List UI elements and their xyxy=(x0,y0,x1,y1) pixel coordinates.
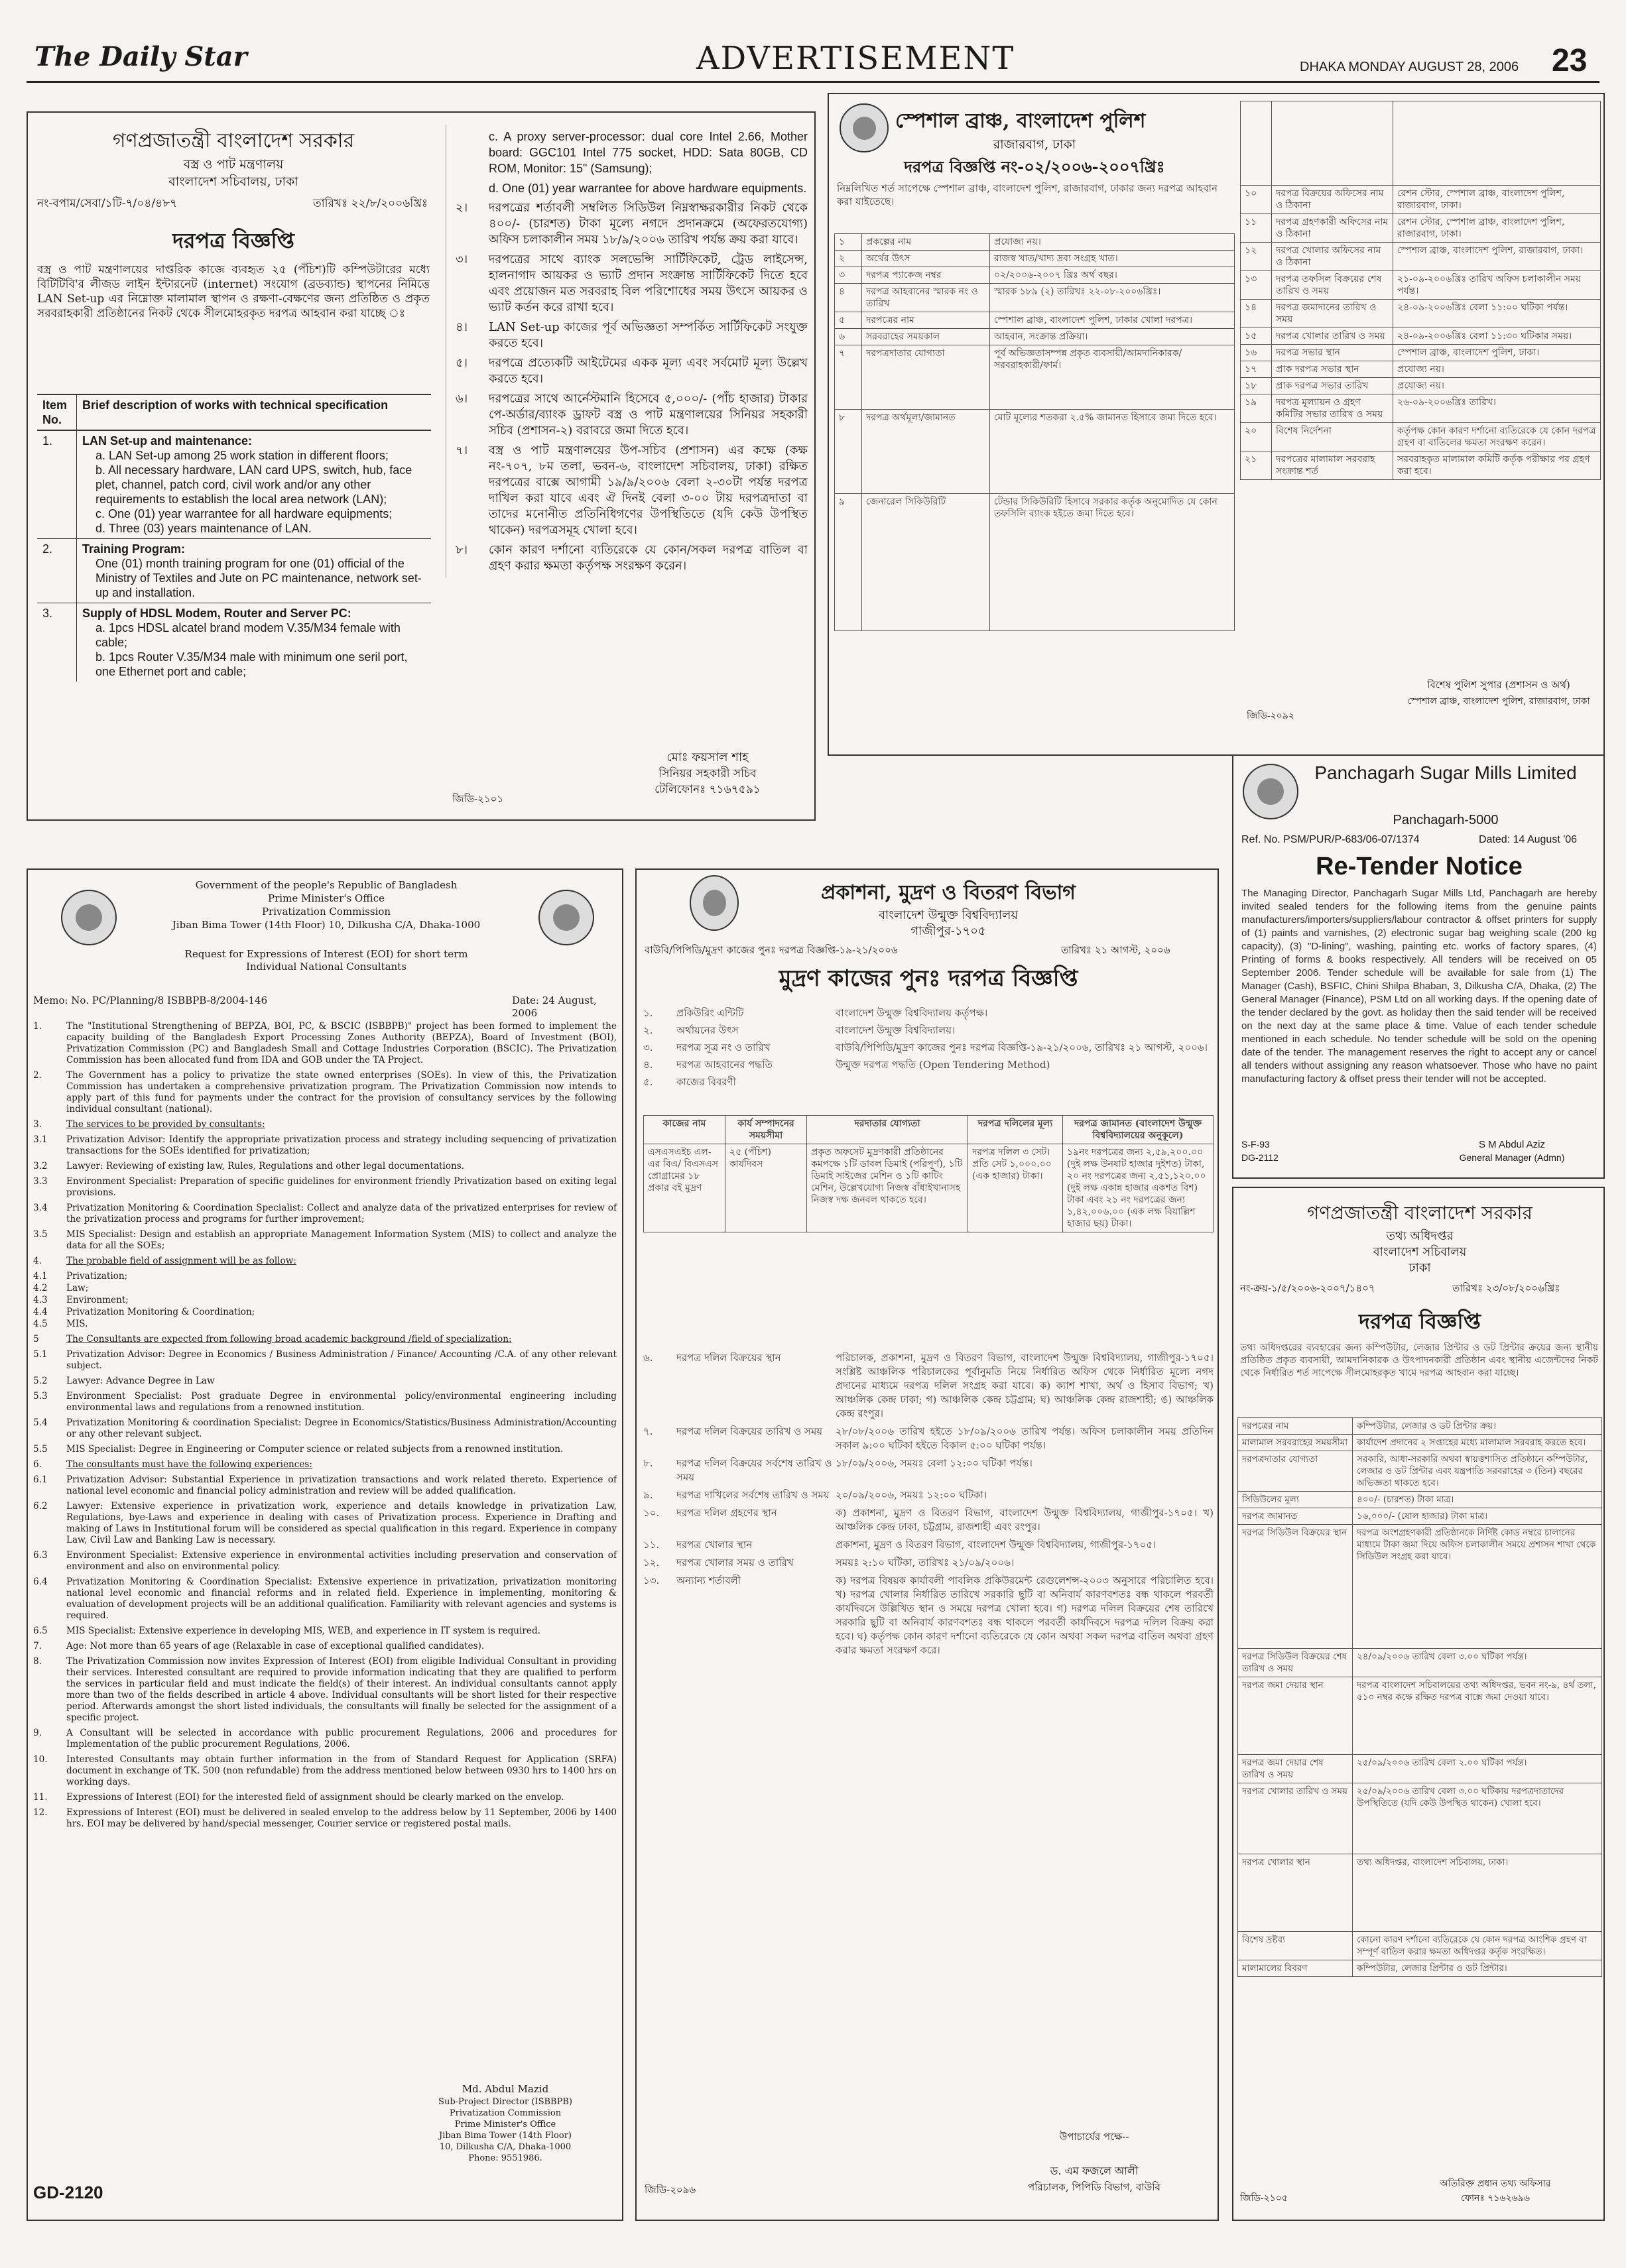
memo-number: নং-বপাম/সেবা/১টি-৭/০৪/৪৮৭ xyxy=(37,197,178,210)
spec-title: LAN Set-up and maintenance: xyxy=(82,434,253,448)
eoi-para: 3.1 Privatization Advisor: Identify the appropriate privatization process and strategy including sequencing of privatization transactions for the SOEs identified for privatization; xyxy=(33,1134,617,1156)
ad-city: ঢাকা xyxy=(1408,1261,1431,1275)
commission-name: Privatization Commission xyxy=(261,906,391,918)
signer-title: বিশেষ পুলিশ সুপার (প্রশাসন ও অর্থ) xyxy=(1427,679,1570,691)
eoi-para: 4.1 Privatization; xyxy=(33,1271,128,1282)
table-row: বিশেষ দ্রষ্টব্য কোনো কারণ দর্শানো ব্যতিরেকে যে কোন দরপত্র আংশিক গ্রহণ বা সম্পূর্ণ বাতিল করার ক্ষমতা অধিদপ্তর কর্তৃক সংরক্ষিত। xyxy=(1238,1932,1602,1960)
signer: মোঃ ফয়সাল শাহ xyxy=(666,750,749,764)
table-row: ৬ সরবরাহের সময়কাল আহবান, সংক্রান্ত প্রক্রিয়া। xyxy=(835,329,1235,345)
eoi-para: 3.2 Lawyer: Reviewing of existing law, Rules, Regulations and other legal documentations. xyxy=(33,1161,465,1171)
spec-line: a. 1pcs HDSL alcatel brand modem V.35/M34 female with cable; xyxy=(95,621,401,649)
university-name: বাংলাদেশ উন্মুক্ত বিশ্ববিদ্যালয় xyxy=(878,908,1019,922)
memo-number: Memo: No. PC/Planning/8 ISBBPB-8/2004-146 xyxy=(33,994,268,1006)
table-row: দরপত্রের নাম কম্পিউটার, লেজার ও ডট প্রিন্টার ক্রয়। xyxy=(1238,1418,1602,1435)
sugar-mill-logo-icon xyxy=(1243,764,1298,819)
eoi-para: 6.2 Lawyer: Extensive experience in privatization work, experience and details knowledge in privatization Law, Regulations, bye-Laws and experience in dealing with cases of Privatization process. Experience in Drafting and making of Laws in Institutional forum will be considered as special qualification in this regard. Experience in company Law, Civil Law and Banking Law is necessary. xyxy=(33,1501,617,1545)
table-row: ২ অর্থের উৎস রাজস্ব খাত/খাদ্য দ্রব্য সংগ্রহ খাত। xyxy=(835,251,1235,267)
commission-address: Jiban Bima Tower (14th Floor) 10, Dilkusha C/A, Dhaka-1000 xyxy=(172,919,481,931)
signer: S M Abdul Aziz xyxy=(1478,1139,1546,1150)
right-item: কোন কারণ দর্শানো ব্যতিরেকে যে কোন/সকল দরপত্র বাতিল বা গ্রহণ করার ক্ষমতা কর্তৃপক্ষ সংরক্ষণ করেন। xyxy=(489,543,808,573)
signer-sub: স্পেশাল ব্রাঞ্চ, বাংলাদেশ পুলিশ, রাজারবাগ, ঢাকা xyxy=(1407,696,1590,707)
spec-line: One (01) month training program for one (01) official of the Ministry of Textiles and Jute on PC maintenance, network set-up and installation. xyxy=(95,557,422,599)
table-row: ১১ দরপত্র গ্রহণকারী অফিসের নাম ও ঠিকানা রেশন স্টোর, স্পেশাল ব্রাঞ্চ, বাংলাদেশ পুলিশ, রাজারবাগ, ঢাকা। xyxy=(1241,214,1601,243)
gov-name: Government of the people's Republic of Bangladesh xyxy=(195,879,458,891)
term-row: ১৩. অন্যান্য শর্তাবলী ক) দরপত্র বিষয়ক কার্যাবলী পাবলিক প্রকিউরমেন্ট রেগুলেশন্স-২০০৩ অনুসারে পরিচালিত হবে। খ) দরপত্র খোলার নির্ধারিত তারিখে সরকারি ছুটি বা অনিবার্য কারণবশতঃ বন্ধ থাকলে পরবর্তী কার্যদিবসে উল্লিখিত স্থান ও সময়ে দরপত্র খোলা হবে। গ) দরপত্র দলিল বিক্রয়ের শেষ তারিখে সরকারি ছুটি বা অনিবার্য কারণবশতঃ বন্ধ থাকলে পরবর্তী কার্যদিবসে দরপত্র দলিল বিক্রয় করা হবে। ঘ) কর্তৃপক্ষ কোন কারণ দর্শানো ব্যতিরেকে যে কোন অথবা সকল দরপত্র বাতিল অথবা গ্রহণ করার ক্ষমতা সংরক্ষণ করে। xyxy=(643,1575,1214,1656)
term-row: ৯. দরপত্র দাখিলের সর্বশেষ তারিখ ও সময় ২০/০৯/২০০৬, সময়ঃ ১২:০০ ঘটিকা। xyxy=(643,1489,987,1501)
eoi-para: 4.4 Privatization Monitoring & Coordination; xyxy=(33,1307,255,1317)
notice-intro: তথ্য অধিদপ্তরের ব্যবহারের জন্য কম্পিউটার, লেজার প্রিন্টার ও ডট প্রিন্টার ক্রয়ের জন্য স্থানীয় প্রতিষ্ঠিত প্রকৃত ব্যবসায়ী, আমদানিকারক ও উৎপাদনকারী প্রতিষ্ঠান এবং স্থানীয় এজেন্টদের নিকট থেকে নির্ধারিত শর্ত সাপেক্ষে সীলমোহরকৃত খামে দরপত্র আহবান করা যাচ্ছে। xyxy=(1240,1343,1598,1378)
spec-head-no: Item No. xyxy=(37,395,77,430)
spec-table xyxy=(37,394,431,682)
bangladesh-emblem-icon xyxy=(61,890,117,945)
ad-publication xyxy=(635,868,1219,2221)
signer-title: পরিচালক, পিপিডি বিভাগ, বাউবি xyxy=(1028,2181,1160,2193)
ad-address: রাজারবাগ, ঢাকা xyxy=(993,137,1076,152)
memo-date: Date: 24 August, 2006 xyxy=(512,994,597,1019)
eoi-para: 4. The probable field of assignment will be as follow: xyxy=(33,1256,296,1266)
spec-head-desc: Brief description of works with technical specification xyxy=(82,398,389,412)
eoi-para: 5.3 Environment Specialist: Post graduate Degree in environmental policy/environmental engineering including environmental laws and regulations from a renowned institution. xyxy=(33,1391,617,1413)
memo-date: তারিখঃ ২৩/০৮/২০০৬খ্রিঃ xyxy=(1452,1282,1560,1294)
table-row: ৪ দরপত্র আহবানের স্মারক নং ও তারিখ স্মারক ১৮৯ (২) তারিখঃ ২২-০৮-২০০৬খ্রিঃ। xyxy=(835,284,1235,312)
info-table xyxy=(1237,1417,1602,1977)
ad-sugar xyxy=(1232,754,1605,1179)
table-row: ১৪ দরপত্র জমাদানের তারিখ ও সময় ২৪-০৯-২০০৬খ্রিঃ বেলা ১১:০০ ঘটিকা পর্যন্ত। xyxy=(1241,300,1601,328)
memo-number: বাউবি/পিপিডি/মুদ্রণ কাজের পুনঃ দরপত্র বিজ্ঞপ্তি-১৯-২১/২০০৬ xyxy=(645,944,898,956)
table-row: দরপত্র খোলার স্থান তথ্য অধিদপ্তর, বাংলাদেশ সচিবালয়, ঢাকা। xyxy=(1238,1854,1602,1932)
table-row: ১৩ দরপত্র তফসিল বিক্রয়ের শেষ তারিখ ও সময় ২১-০৯-২০০৬খ্রিঃ তারিখ অফিস চলাকালীন সময় পর্যন্ত। xyxy=(1241,271,1601,300)
table-row xyxy=(1241,101,1601,186)
table-row: ১০ দরপত্র বিক্রয়ের অফিসের নাম ও ঠিকানা রেশন স্টোর, স্পেশাল ব্রাঞ্চ, বাংলাদেশ পুলিশ, রাজারবাগ, ঢাকা। xyxy=(1241,186,1601,214)
signer: Md. Abdul Mazid xyxy=(462,2083,549,2095)
notice-intro: বস্ত্র ও পাট মন্ত্রণালয়ের দাপ্তরিক কাজে ব্যবহৃত ২৫ (পঁচিশ)টি কম্পিউটারের মধ্যে বিটিটিবি'র লীজড লাইন ইন্টারনেট (internet) সংযোগ (ব্রডব্যান্ড) স্থাপনের নিমিত্তে LAN Set-up এর নিম্নোক্ত মালামাল স্থাপন ও রক্ষণা-বেক্ষণের জন্য প্রতিষ্ঠিত ও প্রকৃত সরবরাহকারী প্রতিষ্ঠানের নিকট থেকে সীলমোহরকৃত দরপত্র আহবান করা যাচ্ছে ঃ xyxy=(37,263,430,320)
work-table xyxy=(643,1115,1214,1232)
signer: ড. এম ফজলে আলী xyxy=(1050,2165,1139,2177)
ad-privatization xyxy=(27,868,623,2221)
police-table-right xyxy=(1240,101,1601,480)
eoi-para: 5 The Consultants are expected from following broad academic background /field of specialization: xyxy=(33,1334,512,1344)
signer-title: সিনিয়র সহকারী সচিব xyxy=(658,767,757,780)
ad-code: GD-2120 xyxy=(33,2182,103,2202)
table-row: ১৯ দরপত্র মূল্যায়ন ও গ্রহণ কমিটির সভার তারিখ ও সময় ২৬-০৯-২০০৬খ্রিঃ তারিখ। xyxy=(1241,394,1601,423)
term-row: ৮. দরপত্র দলিল বিক্রয়ের সর্বশেষ তারিখ ও সময় ১৮/০৯/২০০৬, সময়ঃ বেলা ১২:০০ ঘটিকা পর্যন্ত। xyxy=(643,1457,1032,1483)
eoi-para: 3.5 MIS Specialist: Design and establish an appropriate Management Information System (MIS) to collect and analyze the data for all the SOEs; xyxy=(33,1229,617,1251)
ad-dept: তথ্য অধিদপ্তর xyxy=(1386,1229,1454,1243)
ad-address: বাংলাদেশ সচিবালয়, ঢাকা xyxy=(168,174,298,189)
eoi-para: 6.4 Privatization Monitoring & Coordination Specialist: Extensive experience in privatization, privatization monitoring national level economic and financial reforms and in related field. Experience in implementing, monitoring & evaluation of development projects will be an additional qualification. Familiarity with relevant agencies and systems is required. xyxy=(33,1577,617,1621)
spec-row xyxy=(37,431,431,539)
table-row: ৮ দরপত্র অর্থমূল্য/জামানত মোট মূল্যের শতকরা ২.৫% জামানত হিসাবে জমা দিতে হবে। xyxy=(835,410,1235,494)
table-row: ৩ দরপত্র প্যাকেজ নম্বর ০২/২০০৬-২০০৭ খ্রিঃ অর্থ বছর। xyxy=(835,267,1235,284)
eoi-para: 5.1 Privatization Advisor: Degree in Economics / Business Administration / Finance/ Accounting /C.A. of any other relevant subject. xyxy=(33,1349,617,1371)
spec-line: c. One (01) year warrantee for all hardware equipments; xyxy=(95,507,393,520)
ad-textiles-right: c. A proxy server-processor: dual core Intel 2.66, Mother board: GGC101 Intel 775 socket, HDD: Sata 80GB, CD ROM, Monitor: 15" (Samsung); d. One (01) year warrantee for above hardware equipments. ২। দরপত্রের শর্তাবলী সম্বলিত সিডিউল নিম্নস্বাক্ষরকারীর নিকট থেকে ৪০০/- (চারশত) টাকা মূল্যে নগদে প্রদানক্রমে (অফেরতযোগ্য) অফিস চলাকালীন সময় ১৮/৯/২০০৬ তারিখ পর্যন্ত ক্রয় করা যাবে। ৩। দরপত্রের সাথে ব্যাংক সলভেন্সি সার্টিফিকেট, ট্রেড লাইসেন্স, হালনাগাদ আয়কর ও ভ্যাট প্রদান সংক্রান্ত সার্টিফিকেট দিতে হবে এবং প্রয়োজন মত সরবরাহ বিল পরিশোধের সময় উৎসে আয়কর ও ভ্যাট কর্তন করে রাখা হবে। ৪। LAN Set-up কাজের পূর্ব অভিজ্ঞতা সম্পর্কিত সার্টিফিকেট সংযুক্ত করতে হবে। ৫। দরপত্রে প্রত্যেকটি আইটেমের একক মূল্য এবং সর্বমোট মূল্য উল্লেখ করতে হবে। ৬। দরপত্রের সাথে আর্নেস্টমানি হিসেবে ৫,০০০/- (পাঁচ হাজার) টাকার পে-অর্ডার/ব্যাংক ড্রাফট বস্ত্র ও পাট মন্ত্রণালয়ের সিনিয়র সহকারী সচিব (প্রশাসন-২) বরাবরে জমা দিতে হবে। ৭। বস্ত্র ও পাট মন্ত্রণালয়ের উপ-সচিব (প্রশাসন) এর কক্ষে (কক্ষ নং-৭০৭, ৮ম তলা, ভবন-৬, বাংলাদেশ সচিবালয়, ঢাকা) রক্ষিত দরপত্রের বাক্সে আগামী ১৯/৯/২০০৬ বেলা ২-৩০টা পর্যন্ত দরপত্র দাখিল করা যাবে এবং ঐ দিনই বেলা ৩-০০ টায় দরপত্রদাতা বা তাদের মনোনীত প্রতিনিধিগণের উপস্থিতিতে (যদি কেউ উপস্থিত থাকেন) দরপত্রসমূহ খোলা হবে। ৮। কোন কারণ দর্শানো ব্যতিরেকে যে কোন/সকল দরপত্র বাতিল বা গ্রহণ করার ক্ষমতা কর্তৃপক্ষ সংরক্ষণ করেন। xyxy=(446,125,808,578)
ad-code: জিডি-২১০৫ xyxy=(1240,2193,1288,2204)
publication-terms xyxy=(643,1347,1214,1661)
table-row: ২১ দরপত্রের মালামাল সরবরাহ সংক্রান্ত শর্ত সরবরাহকৃত মালামাল কমিটি কর্তৃক পরীক্ষার পর গ্রহণ করা হবে। xyxy=(1241,451,1601,480)
ad-address: বাংলাদেশ সচিবালয় xyxy=(1373,1245,1467,1259)
ad-textiles xyxy=(27,111,816,821)
spec-no: 3. xyxy=(37,603,77,682)
right-item: দরপত্রের শর্তাবলী সম্বলিত সিডিউল নিম্নস্বাক্ষরকারীর নিকট থেকে ৪০০/- (চারশত) টাকা মূল্যে নগদে প্রদানক্রমে (অফেরতযোগ্য) অফিস চলাকালীন সময় ১৮/৯/২০০৬ তারিখ পর্যন্ত ক্রয় করা যাবে। xyxy=(489,201,808,247)
ad-code: জিডি-২১০১ xyxy=(452,793,504,805)
spec-title: Training Program: xyxy=(82,542,186,556)
term-row: ৭. দরপত্র দলিল বিক্রয়ের তারিখ ও সময় ২৮/০৮/২০০৬ তারিখ হইতে ১৮/০৯/২০০৬ তারিখ পর্যন্ত। অফিস চলাকালীন সময় প্রতিদিন সকাল ৯:০০ ঘটিকা হইতে বিকাল ৫:০০ ঘটিকা পর্যন্ত। xyxy=(643,1425,1214,1451)
notice-title: Re-Tender Notice xyxy=(1316,853,1523,880)
eoi-para: 6.3 Environment Specialist: Extensive experience in environmental activities including preservation and conservation of environment and also on environmental policy. xyxy=(33,1550,617,1572)
company-address: Panchagarh-5000 xyxy=(1393,813,1499,827)
eoi-para: 3. The services to be provided by consultants: xyxy=(33,1119,265,1130)
spec-line: a. LAN Set-up among 25 work station in different floors; xyxy=(95,449,389,462)
ad-title: স্পেশাল ব্রাঞ্চ, বাংলাদেশ পুলিশ xyxy=(895,109,1146,133)
right-item: দরপত্রের সাথে আর্নেস্টমানি হিসেবে ৫,০০০/- (পাঁচ হাজার) টাকার পে-অর্ডার/ব্যাংক ড্রাফট বস্ত্র ও পাট মন্ত্রণালয়ের সিনিয়র সহকারী সচিব (প্রশাসন-২) বরাবরে জমা দিতে হবে। xyxy=(489,392,808,438)
table-row: ২০ বিশেষ নির্দেশনা কর্তৃপক্ষ কোন কারণ দর্শানো ব্যতিরেকে যে কোন দরপত্র গ্রহণ বা বাতিলের ক্ষমতা সংরক্ষণ করেন। xyxy=(1241,423,1601,451)
spec-line: b. All necessary hardware, LAN card UPS, switch, hub, face plet, channel, patch cord, civil work and/or any other requirements to establish the local area network (LAN); xyxy=(95,463,412,506)
ad-code: জিডি-২০৯২ xyxy=(1247,711,1294,721)
spec-row xyxy=(37,603,431,682)
table-header: কাজের নাম কার্য সম্পাদনের সময়সীমা দরদাতার যোগ্যতা দরপত্র দলিলের মূল্য দরপত্র জামানত (বাংলাদেশ উন্মুক্ত বিশ্ববিদ্যালয়ের অনুকূলে) xyxy=(644,1116,1214,1144)
memo-date: তারিখঃ ২২/৮/২০০৬খ্রিঃ xyxy=(313,197,428,210)
dateline: DHAKA MONDAY AUGUST 28, 2006 xyxy=(1300,60,1519,74)
table-row: দরপত্র সিডিউল বিক্রয়ের শেষ তারিখ ও সময় ২৪/০৯/২০০৬ তারিখ বেলা ৩.০০ ঘটিকা পর্যন্ত। xyxy=(1238,1649,1602,1677)
eoi-para: 3.3 Environment Specialist: Preparation of specific guidelines for environment friendly Privatization based on exiting legal provisions. xyxy=(33,1176,617,1198)
eoi-para: 1. The "Institutional Strengthening of BEPZA, BOI, PC, & BSCIC (ISBBPB)" project has been formed to implement the capacity building of the Bangladesh Export Processing Zones Authority (BEPZA), Board of Investment (BOI), Privatization Commission (PC) and Bangladesh Small and Cottage Industries Corporation (BSCIC). The Privatization Commission has been allocated fund from IDA and GOB under the TA Project. xyxy=(33,1021,617,1065)
signer-title: General Manager (Admn) xyxy=(1459,1152,1565,1163)
eoi-para: 3.4 Privatization Monitoring & Coordination Specialist: Collect and analyze data of the privatized enterprises for review of the privatization process and programs for further improvement; xyxy=(33,1203,617,1224)
eoi-para: 7. Age: Not more than 65 years of age (Relaxable in case of exceptional qualified candidates). xyxy=(33,1641,485,1651)
signer-details: Sub-Project Director (ISBBPB) Privatization Commission Prime Minister's Office Jiban Bima Tower (14th Floor) 10, Dilkusha C/A, Dhaka-1000 Phone: 9551986. xyxy=(438,2097,572,2163)
eoi-para: 10. Interested Consultants may obtain further information in the from of Standard Request for Application (SRFA) document in exchange of TK. 500 (non refundable) from the address mentioned below between 0930 hrs to 1400 hrs on working days. xyxy=(33,1754,617,1787)
eoi-para: 2. The Government has a policy to privatize the state owned enterprises (SOEs). In view of this, the Privatization Commission has undertaken a comprehensive privatization program. The Privatization Commission now intends to apply part of this fund for payments under the contract for the provision of consultancy services by the following individual consultant (national). xyxy=(33,1070,617,1114)
right-item: বস্ত্র ও পাট মন্ত্রণালয়ের উপ-সচিব (প্রশাসন) এর কক্ষে (কক্ষ নং-৭০৭, ৮ম তলা, ভবন-৬, বাংলাদেশ সচিবালয়, ঢাকা) রক্ষিত দরপত্রের বাক্সে আগামী ১৯/৯/২০০৬ বেলা ২-৩০টা পর্যন্ত দরপত্র দাখিল করা যাবে এবং ঐ দিনই বেলা ৩-০০ টায় দরপত্রদাতা বা তাদের মনোনীত প্রতিনিধিগণের উপস্থিতিতে (যদি কেউ উপস্থিত থাকেন) দরপত্রসমূহ খোলা হবে। xyxy=(489,444,808,537)
spec-row xyxy=(37,539,431,603)
table-row: ১ প্রকল্পের নাম প্রযোজ্য নয়। xyxy=(835,234,1235,251)
office-name: Prime Minister's Office xyxy=(268,892,385,904)
eoi-para: 4.5 MIS. xyxy=(33,1319,88,1329)
spec-line: d. Three (03) years maintenance of LAN. xyxy=(95,522,312,535)
ad-title: প্রকাশনা, মুদ্রণ ও বিতরণ বিভাগ xyxy=(821,881,1076,904)
header-rule xyxy=(27,81,1599,83)
table-row: মালামালের বিবরণ কম্পিউটার, লেজার প্রিন্টার ও ডট প্রিন্টার। xyxy=(1238,1960,1602,1977)
spec-title: Supply of HDSL Modem, Router and Server PC: xyxy=(82,607,351,620)
privatization-logo-icon xyxy=(538,890,594,945)
meta-row: ২. অর্থায়নের উৎস বাংলাদেশ উন্মুক্ত বিশ্ববিদ্যালয়। xyxy=(643,1024,956,1036)
ad-code: S-F-93 xyxy=(1241,1139,1270,1150)
notice-title: Request for Expressions of Interest (EOI) for short term Individual National Consultants xyxy=(184,948,468,973)
notice-title: মুদ্রণ কাজের পুনঃ দরপত্র বিজ্ঞপ্তি xyxy=(779,965,1078,992)
table-row: এসএসএইচ এল-এর বিএ/ বিএসএস প্রোগ্রামের ১৮ প্রকার বই মুদ্রণ ২৫ (পঁচিশ) কার্যদিবস প্রকৃত অফসেট মুদ্রণকারী প্রতিষ্ঠানের কমপক্ষে ১টি ডাবল ডিমাই (পরিপূর্ণ), ১টি ডিমাই সাইজের মেশিন ও ১টি কাটিং মেশিন, উল্লেখযোগ্য নিজস্ব বাঁধাইখানাসহ নিজস্ব দক্ষ জনবল থাকতে হবে। দরপত্র দলিল ৩ সেট। প্রতি সেট ১,০০০.০০ (এক হাজার) টাকা। ১৯নং দরপত্রের জন্য ২,৫৯,২০০.০০ (দুই লক্ষ উনষাট হাজার দুইশত) টাকা, ২০ নং দরপত্রের জন্য ২,৫১,১২০.০০ (দুই লক্ষ একান্ন হাজার একশত বিশ) টাকা এবং ২১ নং দরপত্রের জন্য ১,৪২,০০৬.০০ (এক লক্ষ বিয়াল্লিশ হাজার ছয়) টাকা। xyxy=(644,1144,1214,1232)
eoi-para: 5.4 Privatization Monitoring & coordination Specialist: Degree in Economics/Statistics/Business Administration/Accounting or any other relevant subject. xyxy=(33,1417,617,1439)
spec-no: 1. xyxy=(37,431,77,538)
eoi-para: 6.1 Privatization Advisor: Substantial Experience in privatization transactions and work related thereto. Experience of national level economic and financial policy administration and review will be added qualification. xyxy=(33,1474,617,1496)
signer-prefix: উপাচার্যের পক্ষে-- xyxy=(1059,2131,1129,2143)
right-item: c. A proxy server-processor: dual core Intel 2.66, Mother board: GGC101 Intel 775 socket, HDD: Sata 80GB, CD ROM, Monitor: 15" (Samsung); xyxy=(489,130,808,175)
memo-number: নং-ক্রয়-১/৫/২০০৬-২০০৭/১৪০৭ xyxy=(1240,1282,1375,1294)
ad-police xyxy=(828,93,1605,756)
police-table-left xyxy=(834,233,1235,631)
term-row: ৬. দরপত্র দলিল বিক্রয়ের স্থান পরিচালক, প্রকাশনা, মুদ্রণ ও বিতরণ বিভাগ, বাংলাদেশ উন্মুক্ত বিশ্ববিদ্যালয়, গাজীপুর-১৭০৫। সংশ্লিষ্ট আঞ্চলিক পরিচালকের পূর্বানুমতি নিয়ে নির্ধারিত অফিস থেকে নির্ধারিত মূল্যে নগদ প্রদানের মাধ্যমে দরপত্র দলিল সংগ্রহ করা যাবে। ক) ক্যাশ শাখা, অর্থ ও হিসাব বিভাগ; খ) আঞ্চলিক কেন্দ্র ঢাকা; গ) আঞ্চলিক কেন্দ্র চট্টগ্রাম; ঘ) আঞ্চলিক কেন্দ্র রাজশাহী; ঙ) আঞ্চলিক কেন্দ্র রংপুর। xyxy=(643,1352,1214,1419)
signer-phone: টেলিফোনঃ ৭১৬৭৫৯১ xyxy=(655,783,761,796)
eoi-para: 5.5 MIS Specialist: Degree in Engineering or Computer science or related subjects from a renowned institution. xyxy=(33,1444,564,1455)
table-row: দরপত্র সিডিউল বিক্রয়ের স্থান দরপত্র অংশগ্রহণকারী প্রতিষ্ঠানকে নির্দিষ্ট কোড নম্বরে চালানের মাধ্যমে টাকা জমা দিয়ে অফিস চলাকালীন সময়ে প্রশাসন শাখা থেকে সিডিউল সংগ্রহ করা যাবে। xyxy=(1238,1525,1602,1649)
eoi-para: 6. The consultants must have the following experiences: xyxy=(33,1459,312,1470)
publication-meta xyxy=(643,1002,1214,1093)
signer-phone: ফোনঃ ৭১৬২৬৯৬ xyxy=(1461,2193,1530,2204)
eoi-body xyxy=(33,1017,617,1834)
right-item: d. One (01) year warrantee for above hardware equipments. xyxy=(489,182,807,195)
meta-row: ৪. দরপত্র আহবানের পদ্ধতি উন্মুক্ত দরপত্র পদ্ধতি (Open Tendering Method) xyxy=(643,1059,1050,1071)
ad-org: গণপ্রজাতন্ত্রী বাংলাদেশ সরকার xyxy=(1307,1202,1532,1224)
notice-intro: নিম্নলিখিত শর্ত সাপেক্ষে স্পেশাল ব্রাঞ্চ, বাংলাদেশ পুলিশ, রাজারবাগ, ঢাকার জন্য দরপত্র আহবান করা যাইতেছে। xyxy=(837,182,1218,208)
notice-title: দরপত্র বিজ্ঞপ্তি xyxy=(172,228,294,253)
right-item: LAN Set-up কাজের পূর্ব অভিজ্ঞতা সম্পর্কিত সার্টিফিকেট সংযুক্ত করতে হবে। xyxy=(489,320,808,350)
eoi-para: 5.2 Lawyer: Advance Degree in Law xyxy=(33,1376,215,1386)
right-item: দরপত্রের সাথে ব্যাংক সলভেন্সি সার্টিফিকেট, ট্রেড লাইসেন্স, হালনাগাদ আয়কর ও ভ্যাট প্রদান সংক্রান্ত সার্টিফিকেট দিতে হবে এবং প্রয়োজন মত সরবরাহ বিল পরিশোধের সময় উৎসে আয়কর ও ভ্যাট কর্তন করে রাখা হবে। xyxy=(489,253,808,314)
meta-row: ৩. দরপত্র সূত্র নং ও তারিখ বাউবি/পিপিডি/মুদ্রণ কাজের পুনঃ দরপত্র বিজ্ঞপ্তি-১৯-২১/২০০৬, তারিখঃ ২১ আগস্ট, ২০০৬। xyxy=(643,1042,1208,1053)
signer: অতিরিক্ত প্রধান তথ্য অফিসার xyxy=(1440,2178,1551,2189)
eoi-para: 12. Expressions of Interest (EOI) must be delivered in sealed envelop to the address below by 11 September, 2006 by 1400 hrs. EOI may be delivered by hand/special messenger, Courier service or registered postal mails. xyxy=(33,1807,617,1829)
ref-number: Ref. No. PSM/PUR/P-683/06-07/1374 xyxy=(1241,834,1420,845)
ad-org: গণপ্রজাতন্ত্রী বাংলাদেশ সরকার xyxy=(112,129,355,152)
ref-date: Dated: 14 August '06 xyxy=(1479,834,1578,845)
right-item: দরপত্রে প্রত্যেকটি আইটেমের একক মূল্য এবং সর্বমোট মূল্য উল্লেখ করতে হবে। xyxy=(489,356,808,386)
meta-row: ১. প্রকিউরিং এন্টিটি বাংলাদেশ উন্মুক্ত বিশ্ববিদ্যালয় কর্তৃপক্ষ। xyxy=(643,1007,988,1019)
eoi-para: 6.5 MIS Specialist: Extensive experience in developing MIS, WEB, and experience in IT system is required. xyxy=(33,1626,540,1636)
table-row: ৫ দরপত্রের নাম স্পেশাল ব্রাঞ্চ, বাংলাদেশ পুলিশ, ঢাকার খোলা দরপত্র। xyxy=(835,312,1235,329)
term-row: ১১. দরপত্র খোলার স্থান প্রকাশনা, মুদ্রণ ও বিতরণ বিভাগ, বাংলাদেশ উন্মুক্ত বিশ্ববিদ্যালয়, গাজীপুর-১৭০৫। xyxy=(643,1539,1157,1551)
table-row: দরপত্র খোলার তারিখ ও সময় ২৫/০৯/২০০৬ তারিখ বেলা ৩.০০ ঘটিকায় দরপত্রদাতাদের উপস্থিতিতে (যদি কেউ উপস্থিত থাকেন) খোলা হবে। xyxy=(1238,1783,1602,1854)
table-row: সিডিউলের মূল্য ৪০০/- (চারশত) টাকা মাত্র। xyxy=(1238,1492,1602,1508)
section-title: ADVERTISEMENT xyxy=(696,40,1015,77)
table-row: ৯ জেনারেল সিকিউরিটি টেন্ডার সিকিউরিটি হিসাবে সরকার কর্তৃক অনুমোদিত যে কোন তফসিলি ব্যাংক হইতে জমা দিতে হবে। xyxy=(835,494,1235,631)
eoi-para: 4.3 Environment; xyxy=(33,1295,129,1305)
notice-body: The Managing Director, Panchagarh Sugar Mills Ltd, Panchagarh are hereby invited sealed tenders for the following items from the genuine paints manufacturers/importers/suppliers/labour contractor & offset printers for supply of (1) paints and varnishes, (2) electronic sugar bag weighing scale (200 kg capacity), (3) "D-lining", washing, painting etc. works of factory spares, (4) Printing of forms & books respectively. All tenders will be received on 05 September 2006. Tender schedule will be available for sale from (1) The Manager (Cash), BSFIC, Chini Shilpa Bhaban, 3, Dilkusha C/A, Dhaka, (2) The General Manager (Finance), PSM Ltd on all working days. If the opening date of the tender declared by the govt. as holiday then the said tender will be received on the next day at the same place & time. Value of each tender schedule mentioned in each schedule. No tender schedule will be sold on the opening date of the tender. The management reserves the right to accept any or cancel all tenders without assigning any reason whatsoever. Those who have no paint manufacturing factory & offset press their tender will not be accepted. xyxy=(1241,888,1597,1085)
table-row: মালামাল সরবরাহের সময়সীমা কার্যাদেশ প্রদানের ২ সপ্তাহের মধ্যে মালামাল সরবরাহ করতে হবে। xyxy=(1238,1435,1602,1451)
page-number: 23 xyxy=(1552,43,1588,78)
table-row: দরপত্র জমা দেয়ার শেষ তারিখ ও সময় ২৫/০৯/২০০৬ তারিখ বেলা ২.০০ ঘটিকা পর্যন্ত। xyxy=(1238,1755,1602,1783)
eoi-para: 8. The Privatization Commission now invites Expression of Interest (EOI) from eligible Individual Consultant in providing their services. Interested consultant are required to provide information indicating that they are qualified to perform the services in particular field and must indicate the field(s) of their interest. An individual consultants cannot apply more than two of the fields described in article 4 above. Individual consultants will be short listed for their respective period. Afterwards amongst the short listed individuals, the consultants will finally be selected for the assignment of a specific project. xyxy=(33,1656,617,1723)
eoi-para: 11. Expressions of Interest (EOI) for the interested field of assignment should be clearly marked on the envelop. xyxy=(33,1792,564,1803)
notice-title: দরপত্র বিজ্ঞপ্তি xyxy=(1359,1309,1481,1334)
university-logo-icon xyxy=(690,875,739,931)
table-row: দরপত্রদাতার যোগ্যতা সরকারি, আধা-সরকারি অথবা স্বায়ত্তশাসিত প্রতিষ্ঠানে কম্পিউটার, লেজার ও ডট প্রিন্টার এবং যন্ত্রপাতি সরবরাহের ৩ (তিন) বছরের অভিজ্ঞতা থাকতে হবে। xyxy=(1238,1451,1602,1492)
ad-ministry: বস্ত্র ও পাট মন্ত্রণালয় xyxy=(183,157,284,172)
term-row: ১০. দরপত্র দলিল গ্রহণের স্থান ক) প্রকাশনা, মুদ্রণ ও বিতরণ বিভাগ, বাংলাদেশ উন্মুক্ত বিশ্ববিদ্যালয়, গাজীপুর-১৭০৫। খ) আঞ্চলিক কেন্দ্র ঢাকা, চট্টগ্রাম, রাজশাহী এবং রংপুর। xyxy=(643,1507,1214,1533)
table-row: ১৭ প্রাক দরপত্র সভার স্থান প্রযোজ্য নয়। xyxy=(1241,361,1601,378)
table-row: দরপত্র জামানত ১৬,০০০/- (ষোল হাজার) টাকা মাত্র। xyxy=(1238,1508,1602,1525)
eoi-para: 9. A Consultant will be selected in accordance with public procurement Regulations, 2006 and procedures for Implementation of the public procurement Regulations, 2006. xyxy=(33,1728,617,1750)
spec-line: b. 1pcs Router V.35/M34 male with minimum one seril port, one Ethernet port and cable; xyxy=(95,650,408,678)
table-row: ১৮ প্রাক দরপত্র সভার তারিখ প্রযোজ্য নয়। xyxy=(1241,378,1601,394)
meta-row: ৫. কাজের বিবরণী xyxy=(643,1076,736,1088)
table-row: ১৬ দরপত্র সভার স্থান স্পেশাল ব্রাঞ্চ, বাংলাদেশ পুলিশ, ঢাকা। xyxy=(1241,345,1601,361)
notice-number: দরপত্র বিজ্ঞপ্তি নং-০২/২০০৬-২০০৭খ্রিঃ xyxy=(904,157,1165,176)
table-row: ১৫ দরপত্র খোলার তারিখ ও সময় ২৪-০৯-২০০৬খ্রিঃ বেলা ১১:৩০ ঘটিকার সময়। xyxy=(1241,328,1601,345)
eoi-para: 4.2 Law; xyxy=(33,1283,89,1293)
ad-information xyxy=(1232,1187,1605,2221)
masthead: The Daily Star xyxy=(34,41,247,72)
spec-no: 2. xyxy=(37,539,77,603)
table-row: ৭ দরপত্রদাতার যোগ্যতা পূর্ব অভিজ্ঞতাসম্পন্ন প্রকৃত ব্যবসায়ী/আমদানিকারক/সরবরাহকারী/ফার্ম। xyxy=(835,345,1235,410)
ad-code: DG-2112 xyxy=(1241,1152,1279,1163)
company-name: Panchagarh Sugar Mills Limited xyxy=(1314,762,1577,783)
university-address: গাজীপুর-১৭০৫ xyxy=(910,924,986,938)
ad-code: জিডি-২০৯৬ xyxy=(645,2184,696,2196)
table-row: ১২ দরপত্র খোলার অফিসের নাম ও ঠিকানা স্পেশাল ব্রাঞ্চ, বাংলাদেশ পুলিশ, রাজারবাগ, ঢাকা। xyxy=(1241,243,1601,271)
table-row: দরপত্র জমা দেয়ার স্থান দরপত্র বাংলাদেশ সচিবালয়ের তথ্য অধিদপ্তর, ভবন নং-৯, ৪র্থ তলা, ৫১০ নম্বর কক্ষে রক্ষিত দরপত্র বাক্সে জমা দেওয়া যাবে। xyxy=(1238,1677,1602,1755)
memo-date: তারিখঃ ২১ আগস্ট, ২০০৬ xyxy=(1061,944,1170,956)
term-row: ১২. দরপত্র খোলার সময় ও তারিখ সময়ঃ ২:১০ ঘটিকা, তারিখঃ ২১/০৯/২০০৬। xyxy=(643,1557,1015,1569)
